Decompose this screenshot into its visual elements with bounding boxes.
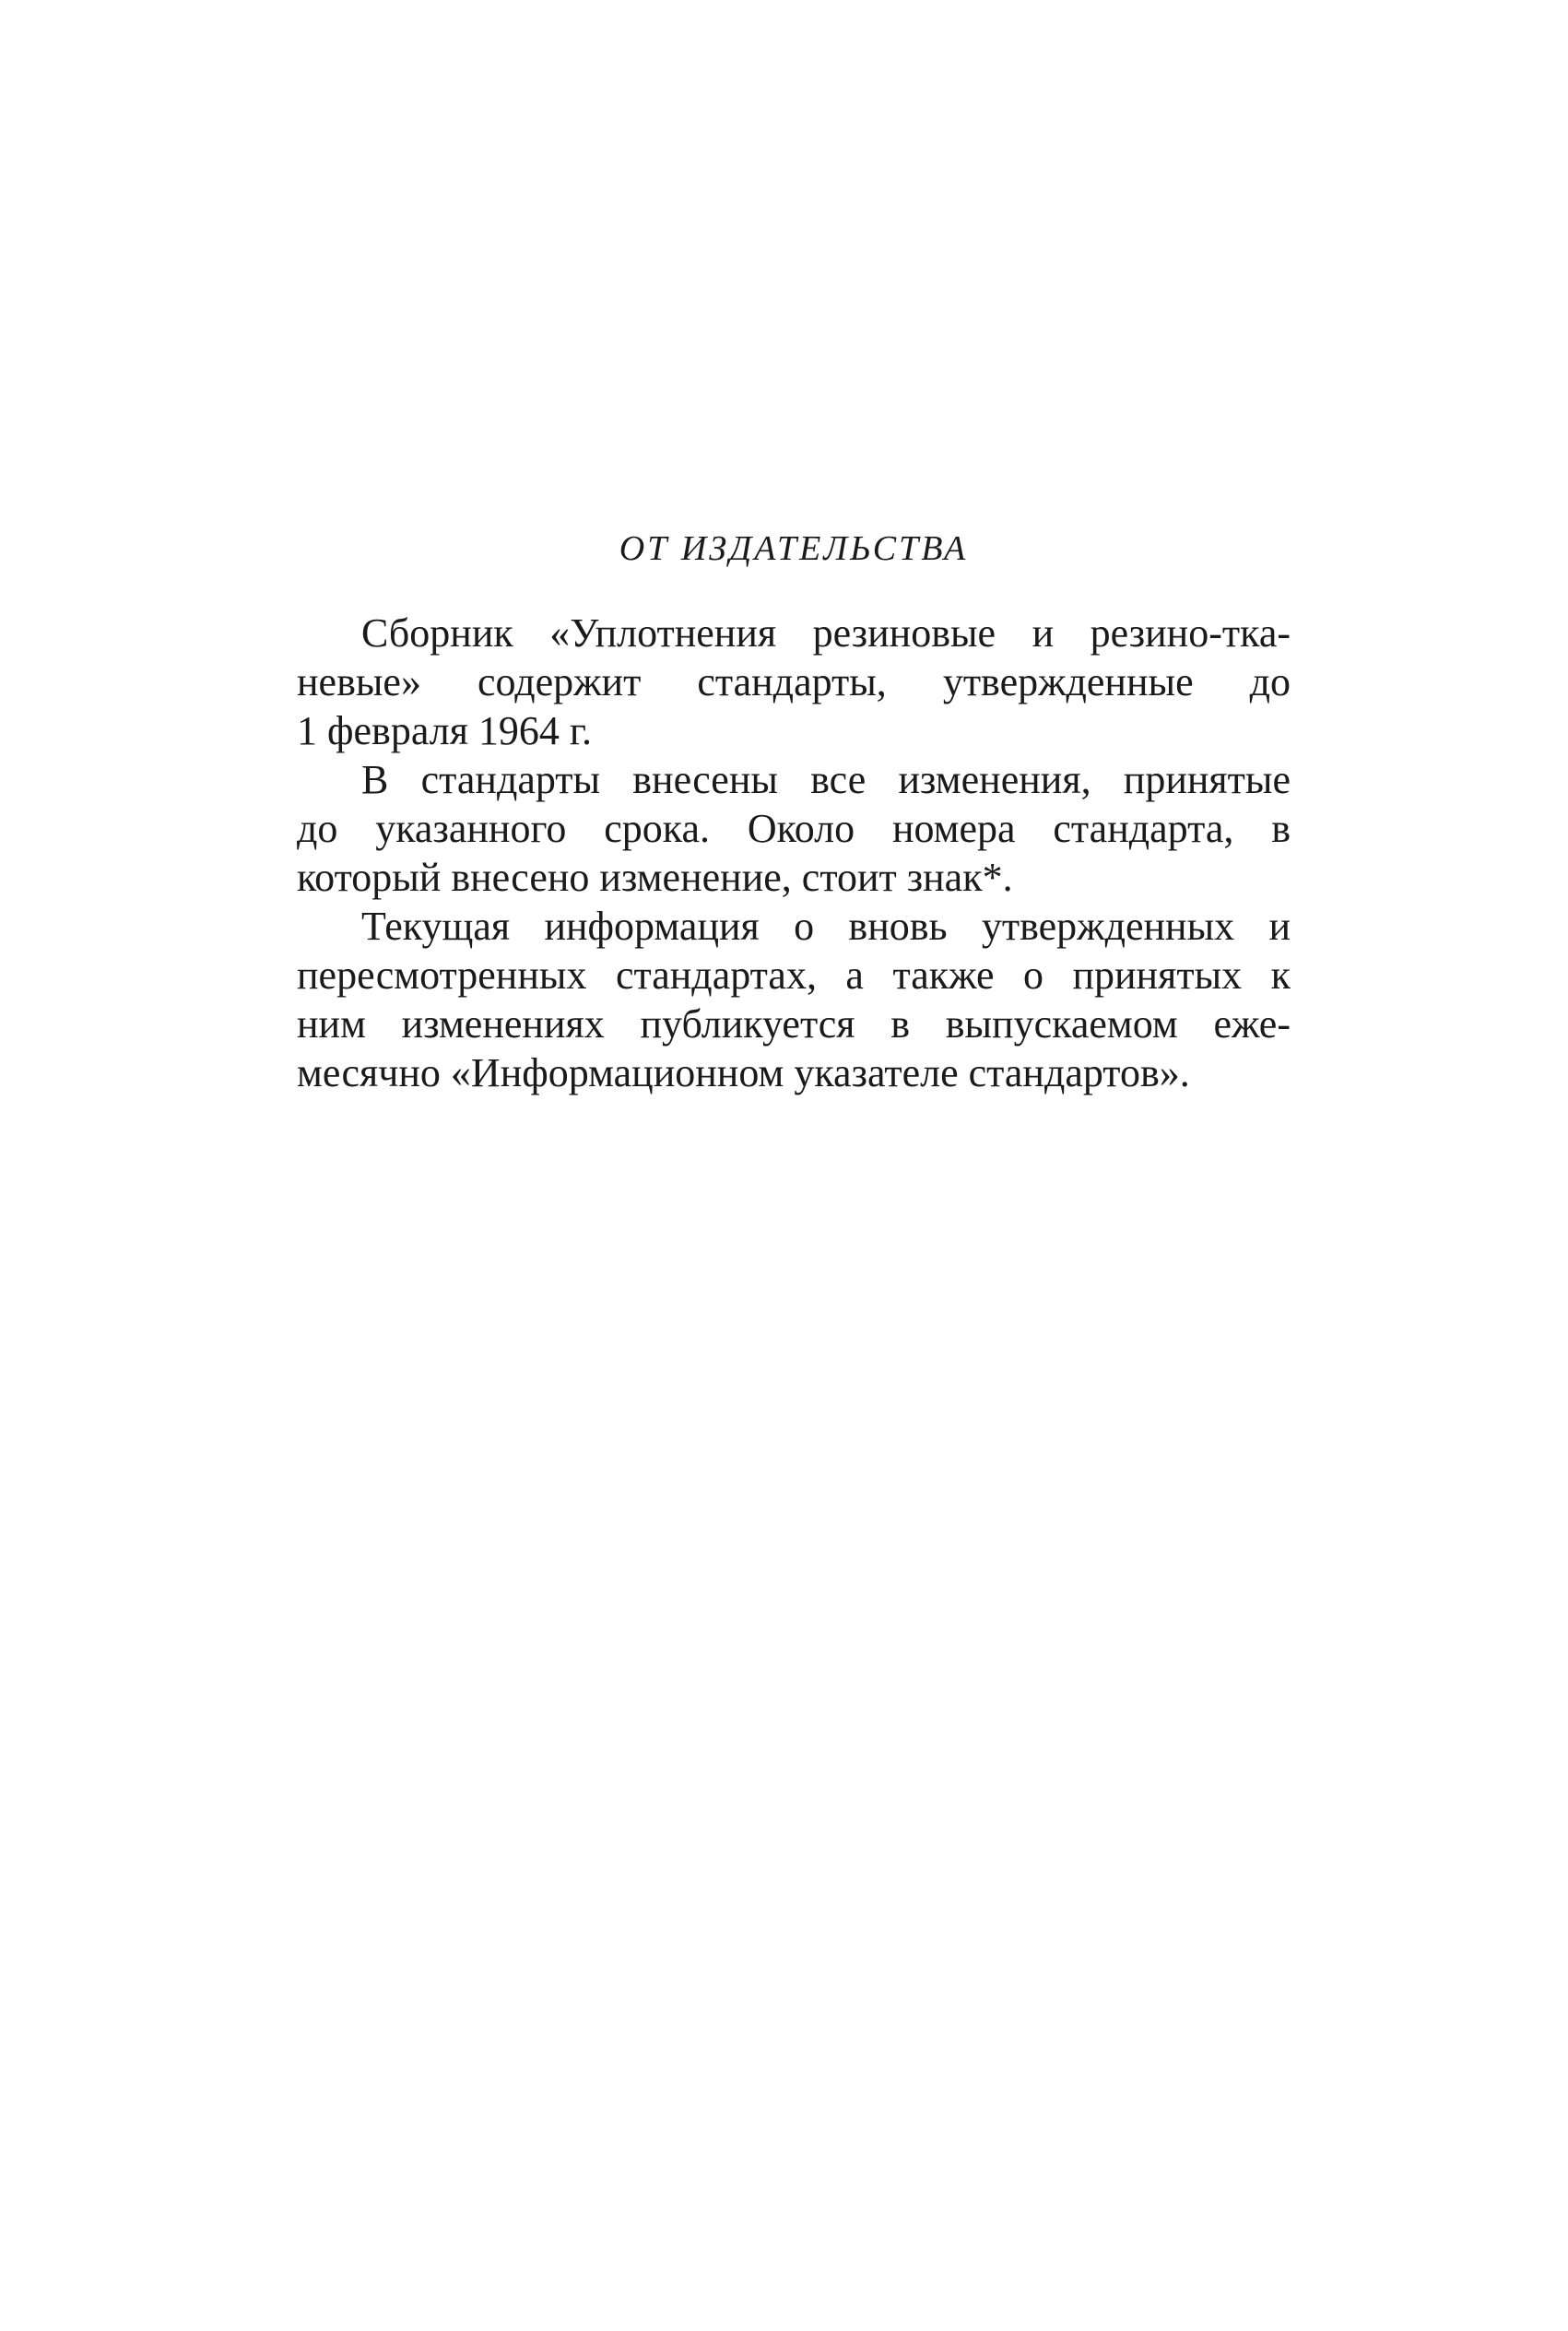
paragraph-current-information [297,902,1291,1097]
text-line: В стандарты внесены все изменения, принятые [361,757,1291,802]
text-line: ним изменениях публикуется в выпускаемом еже- [297,1001,1291,1047]
text-line: до указанного срока. Около номера стандарта, в [297,806,1291,851]
preface-heading: ОТ ИЗДАТЕЛЬСТВА [619,529,969,568]
text-line: Текущая информация о вновь утвержденных и [361,904,1291,949]
text-line: пересмотренных стандартах, а также о принятых к [297,953,1291,998]
text-line: невые» содержит стандарты, утвержденные до [297,659,1291,704]
paragraph-changes-info [297,755,1291,902]
text-line: Сборник «Уплотнения резиновые и резино-тка- [361,610,1291,656]
text-line: 1 февраля 1964 г. [297,708,593,753]
text-line: месячно «Информационном указателе стандартов». [297,1050,1190,1095]
text-line: который внесено изменение, стоит знак*. [297,855,1013,900]
paragraph-collection-info [297,609,1291,755]
publisher-preface [297,526,1291,1097]
